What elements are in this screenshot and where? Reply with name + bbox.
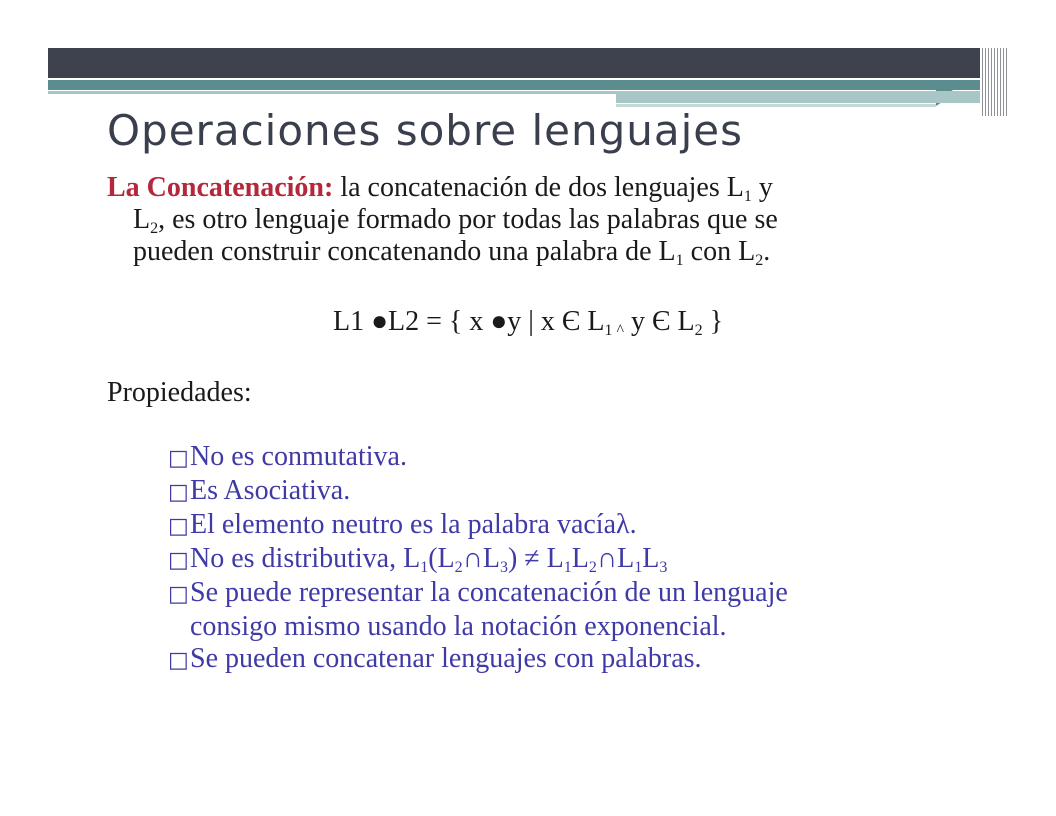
- header-bar-light: [48, 91, 616, 94]
- bullet-icon: □: [168, 582, 189, 607]
- property-text: ∩L: [596, 543, 635, 574]
- property-text: L: [642, 543, 660, 574]
- definition-text: con L: [690, 236, 756, 267]
- definition-text: y: [758, 172, 773, 203]
- header-bar-teal: [48, 80, 980, 90]
- subscript: 1: [634, 559, 643, 576]
- subscript: 1: [675, 252, 684, 269]
- subscript: 1: [563, 559, 572, 576]
- subscript: 1: [743, 188, 752, 205]
- formula-text: L1 ●L2 = { x ●y | x Є L: [332, 306, 605, 337]
- list-item: [168, 543, 788, 577]
- list-item: [168, 475, 788, 509]
- list-item: [168, 441, 788, 475]
- header-stripes: [982, 48, 1008, 116]
- subscript: 1 ^: [604, 322, 624, 339]
- property-text: El elemento neutro es la palabra vacíaλ.: [190, 509, 637, 540]
- list-item: [168, 509, 788, 543]
- bullet-icon: □: [168, 446, 189, 471]
- properties-heading: Propiedades:: [107, 377, 252, 408]
- definition-line-2: [107, 204, 947, 236]
- subscript: 2: [755, 252, 764, 269]
- bullet-icon: □: [168, 648, 189, 673]
- definition-text: la concatenación de dos lenguajes L: [340, 172, 744, 203]
- definition-text: pueden construir concatenando una palabra de L: [133, 236, 676, 267]
- property-continuation: consigo mismo usando la notación exponencial.: [190, 611, 727, 642]
- header-bar-light-right: [616, 91, 980, 103]
- property-text: No es distributiva, L: [190, 543, 421, 574]
- property-text: Se puede representar la concatenación de un lenguaje: [190, 577, 788, 608]
- property-text: (L: [428, 543, 455, 574]
- property-text: No es conmutativa.: [190, 441, 407, 472]
- subscript: 3: [499, 559, 508, 576]
- formula-text: }: [709, 306, 724, 337]
- bullet-icon: □: [168, 548, 189, 573]
- concatenation-formula: [0, 306, 1056, 338]
- definition-block: [107, 172, 947, 268]
- property-text: Se pueden concatenar lenguajes con palabras.: [190, 643, 702, 674]
- properties-list: [168, 441, 788, 677]
- property-text: Es Asociativa.: [190, 475, 351, 506]
- subscript: 2: [588, 559, 597, 576]
- formula-text: y Є L: [630, 306, 695, 337]
- definition-line-1: [107, 172, 947, 204]
- bullet-icon: □: [168, 514, 189, 539]
- definition-text: L: [133, 204, 151, 235]
- property-text: L: [571, 543, 589, 574]
- header-bar-dark: [48, 48, 980, 78]
- slide-title: Operaciones sobre lenguajes: [107, 106, 744, 155]
- subscript: 1: [420, 559, 429, 576]
- subscript: 2: [694, 322, 703, 339]
- bullet-icon: □: [168, 480, 189, 505]
- list-item: [168, 577, 788, 643]
- subscript: 2: [150, 220, 159, 237]
- subscript: 3: [659, 559, 668, 576]
- list-item: [168, 643, 788, 677]
- definition-line-3: [107, 236, 947, 268]
- property-text: ∩L: [462, 543, 500, 574]
- definition-text: .: [763, 236, 771, 267]
- definition-text: , es otro lenguaje formado por todas las palabras que se: [158, 204, 778, 235]
- subscript: 2: [454, 559, 463, 576]
- definition-term: La Concatenación:: [107, 172, 334, 203]
- property-text: ) ≠ L: [507, 543, 564, 574]
